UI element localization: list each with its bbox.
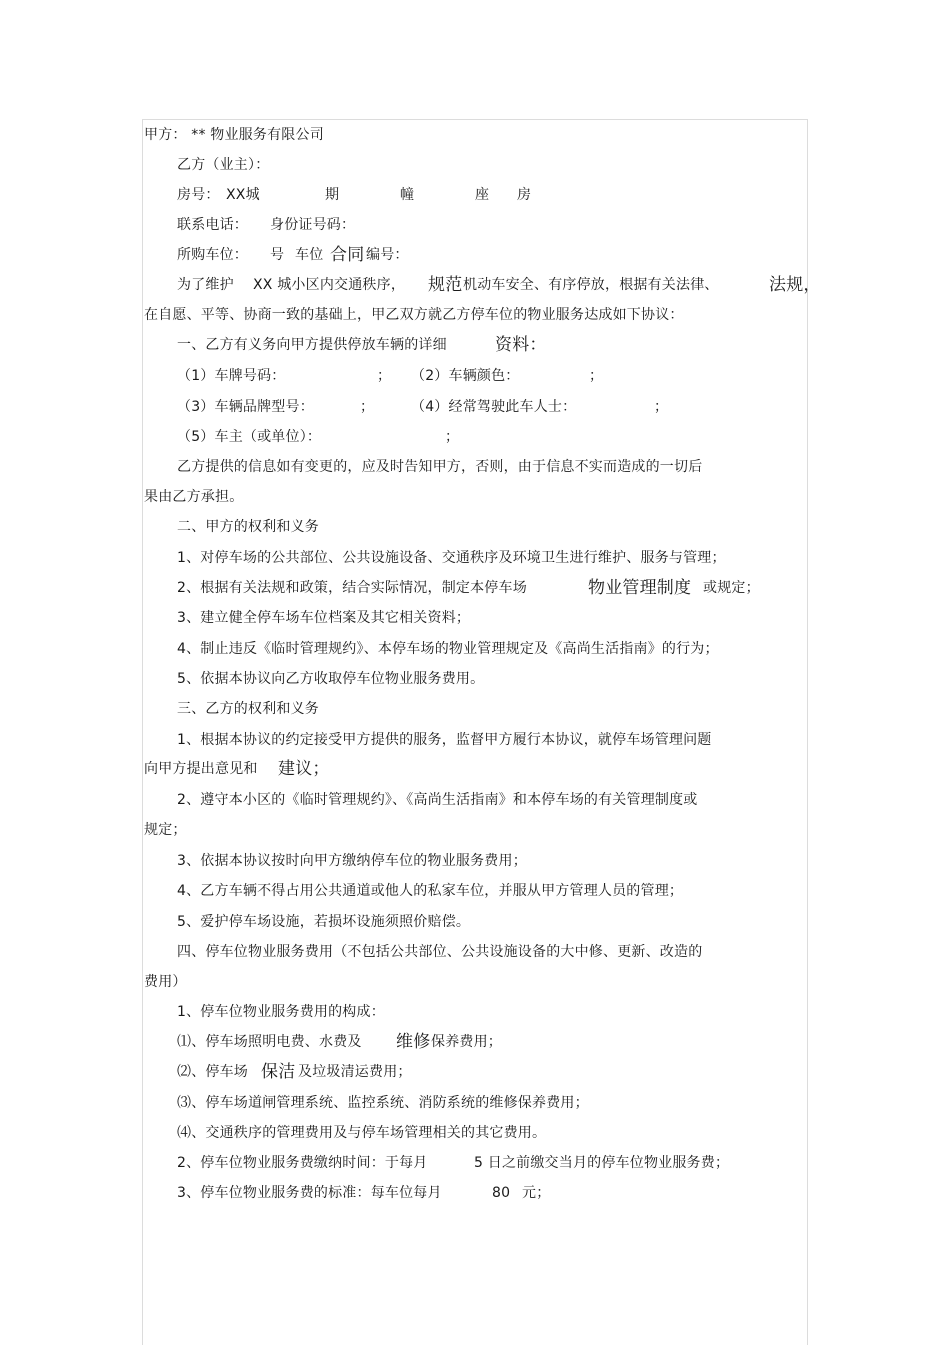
body-text: 5、依据本协议向乙方收取停车位物业服务费用。	[177, 671, 485, 687]
section3-item-3	[177, 849, 527, 873]
party-a-line	[144, 123, 324, 147]
preamble-text: 机动车安全、有序停放，根据有关法律、	[463, 277, 719, 293]
section3-item-1b	[144, 757, 444, 781]
section2-item-1	[177, 546, 726, 570]
section-heading: 四、停车位物业服务费用（不包括公共部位、公共设施设备的大中修、更新、改造的	[177, 944, 703, 960]
body-emphasis: 建议；	[278, 759, 330, 779]
body-text: 乙方提供的信息如有变更的，应及时告知甲方，否则，由于信息不实而造成的一切后	[177, 459, 703, 475]
parking-contract-no: 编号：	[366, 247, 409, 263]
section1-note-2	[144, 485, 243, 509]
body-text: 2、停车位物业服务费缴纳时间：于每月	[177, 1155, 428, 1171]
section3-item-5	[177, 910, 470, 934]
field-label: （4）经常驾驶此车人士：	[411, 399, 577, 415]
section-heading-emphasis: 资料：	[495, 335, 547, 355]
section-heading: 二、甲方的权利和义务	[177, 519, 319, 535]
body-text: 5 日之前缴交当月的停车位物业服务费；	[474, 1155, 730, 1171]
room-phase: 期	[325, 187, 340, 203]
section4-title-b	[144, 970, 187, 994]
preamble-emphasis: 规范	[428, 275, 463, 295]
party-a-text: 甲方： ** 物业服务有限公司	[144, 127, 324, 143]
parking-contract: 合同	[330, 245, 365, 265]
section4-title-a	[177, 940, 702, 964]
section-heading: 费用）	[144, 974, 187, 990]
preamble-text: 为了维护	[177, 277, 234, 293]
parking-space: 车位	[295, 247, 324, 263]
parking-line	[177, 243, 477, 267]
body-text: ⑷、交通秩序的管理费用及与停车场管理相关的其它费用。	[177, 1125, 547, 1141]
section4-item-2	[177, 1151, 757, 1175]
room-city: XX城	[226, 187, 260, 203]
body-text: 3、依据本协议按时向甲方缴纳停车位的物业服务费用；	[177, 853, 527, 869]
section2-item-3	[177, 606, 470, 630]
parking-label: 所购车位：	[177, 247, 248, 263]
field-label: （3）车辆品牌型号：	[177, 399, 314, 415]
preamble-line-1	[177, 273, 821, 297]
section2-title	[177, 515, 319, 539]
body-text: 5、爱护停车场设施，若损坏设施须照价赔偿。	[177, 914, 471, 930]
body-emphasis: 物业管理制度	[588, 578, 692, 598]
section3-item-2a	[177, 788, 698, 812]
section4-item-1	[177, 1000, 385, 1024]
room-building: 幢	[400, 187, 415, 203]
body-text: 4、制止违反《临时管理规约》、本停车场的物业管理规定及《高尚生活指南》的行为；	[177, 641, 719, 657]
id-label: 身份证号码：	[270, 217, 356, 233]
room-block: 座	[475, 187, 490, 203]
room-unit: 房	[517, 187, 532, 203]
phone-label: 联系电话：	[177, 217, 248, 233]
separator: ；	[589, 368, 604, 384]
parking-no: 号	[270, 247, 285, 263]
preamble-emphasis: 法规，	[769, 275, 821, 295]
party-b-text: 乙方（业主）：	[177, 157, 270, 173]
section1-row-3	[177, 425, 477, 449]
fee-amount: 80	[492, 1185, 511, 1201]
body-text: 保养费用；	[431, 1034, 502, 1050]
body-text: 1、对停车场的公共部位、公共设施设备、交通秩序及环境卫生进行维护、服务与管理；	[177, 550, 726, 566]
section-heading: 三、乙方的权利和义务	[177, 701, 319, 717]
section1-note-1	[177, 455, 702, 479]
section4-sub-4	[177, 1121, 546, 1145]
body-emphasis: 保洁	[261, 1062, 296, 1082]
body-emphasis: 维修	[396, 1032, 431, 1052]
body-text: 或规定；	[703, 580, 760, 596]
body-text: 向甲方提出意见和	[144, 761, 258, 777]
section2-item-5	[177, 667, 484, 691]
separator: ；	[445, 429, 460, 445]
separator: ；	[654, 399, 669, 415]
section3-title	[177, 697, 319, 721]
body-text: ⑶、停车场道闸管理系统、监控系统、消防系统的维修保养费用；	[177, 1095, 589, 1111]
section-heading: 一、乙方有义务向甲方提供停放车辆的详细	[177, 337, 447, 353]
field-label: （1）车牌号码：	[177, 368, 286, 384]
room-line	[177, 183, 577, 207]
body-text: 规定；	[144, 822, 187, 838]
party-b-line	[177, 153, 269, 177]
contact-line	[177, 213, 477, 237]
section2-item-4	[177, 637, 719, 661]
body-text: 元；	[522, 1185, 551, 1201]
preamble-text: 在自愿、平等、协商一致的基础上，甲乙双方就乙方停车位的物业服务达成如下协议：	[144, 307, 684, 323]
body-text: 4、乙方车辆不得占用公共通道或他人的私家车位，并服从甲方管理人员的管理；	[177, 883, 684, 899]
section3-item-1a	[177, 728, 712, 752]
preamble-text: XX 城小区内交通秩序，	[253, 277, 406, 293]
body-text: 2、根据有关法规和政策，结合实际情况，制定本停车场	[177, 580, 527, 596]
separator: ；	[377, 368, 392, 384]
body-text: 1、停车位物业服务费用的构成：	[177, 1004, 385, 1020]
body-text: 2、遵守本小区的《临时管理规约》、《高尚生活指南》和本停车场的有关管理制度或	[177, 792, 698, 808]
body-text: 3、建立健全停车场车位档案及其它相关资料；	[177, 610, 471, 626]
preamble-line-2	[144, 303, 684, 327]
section3-item-4	[177, 879, 683, 903]
field-label: （5）车主（或单位）：	[177, 429, 322, 445]
field-label: （2）车辆颜色：	[411, 368, 520, 384]
body-text: ⑵、停车场	[177, 1064, 248, 1080]
section4-sub-1	[177, 1030, 577, 1054]
section2-item-2	[177, 576, 777, 600]
body-text: ⑴、停车场照明电费、水费及	[177, 1034, 362, 1050]
section1-row-1	[177, 364, 617, 388]
section4-sub-2	[177, 1060, 477, 1084]
section3-item-2b	[144, 818, 187, 842]
body-text: 果由乙方承担。	[144, 489, 244, 505]
section1-title	[177, 333, 577, 357]
body-text: 及垃圾清运费用；	[298, 1064, 412, 1080]
room-label: 房号：	[177, 187, 220, 203]
section1-row-2	[177, 395, 677, 419]
separator: ；	[360, 399, 375, 415]
section4-item-3	[177, 1181, 577, 1205]
section4-sub-3	[177, 1091, 589, 1115]
body-text: 1、根据本协议的约定接受甲方提供的服务，监督甲方履行本协议，就停车场管理问题	[177, 732, 712, 748]
body-text: 3、停车位物业服务费的标准：每车位每月	[177, 1185, 442, 1201]
